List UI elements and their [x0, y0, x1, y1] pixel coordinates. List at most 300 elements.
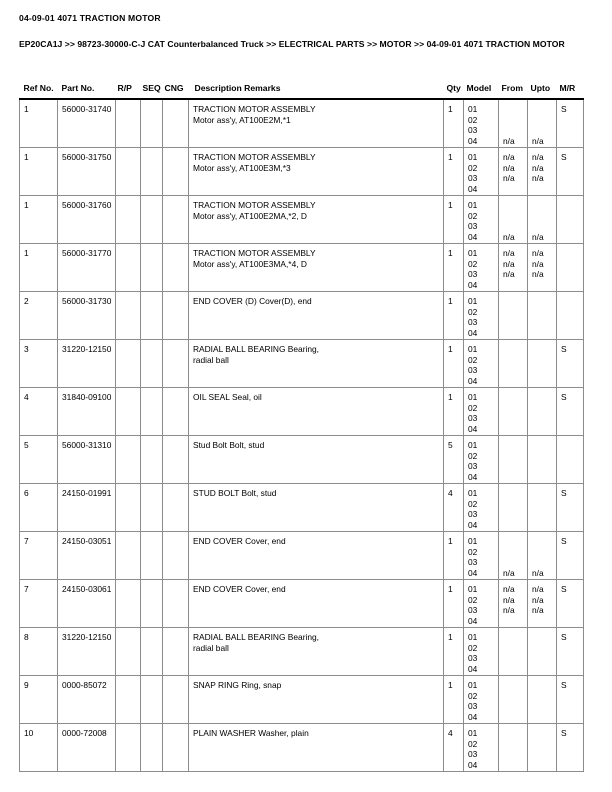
model-value-line: 02 — [468, 690, 478, 701]
cell-ref-no: 5 — [20, 436, 58, 484]
column-header-seq: SEQ — [142, 83, 161, 93]
column-header-rp: R/P — [117, 83, 132, 93]
cell-from — [499, 580, 528, 628]
cell-model — [464, 148, 499, 196]
model-value-line: 03 — [468, 605, 478, 616]
cell-model — [464, 436, 499, 484]
cell-upto — [528, 292, 557, 340]
cell-from — [499, 244, 528, 292]
upto-value — [532, 488, 556, 530]
model-value-line: 03 — [468, 317, 478, 328]
cell-model — [464, 724, 499, 772]
model-value-line: 02 — [468, 546, 478, 557]
from-value-line: n/a — [503, 269, 515, 280]
from-value-line: n/a — [503, 248, 515, 258]
cell-part-no: 56000-31310 — [58, 436, 116, 484]
upto-value-line: n/a — [532, 248, 544, 258]
from-value-line: n/a — [503, 135, 515, 146]
model-value-line: 03 — [468, 269, 478, 280]
cell-model — [464, 628, 499, 676]
cell-seq — [141, 292, 163, 340]
table-row[interactable] — [20, 292, 584, 340]
cell-upto — [528, 532, 557, 580]
cell-ref-no: 8 — [20, 628, 58, 676]
from-value — [503, 584, 527, 626]
from-value-line: n/a — [503, 152, 515, 162]
table-row[interactable] — [20, 580, 584, 628]
cell-description-remarks — [189, 292, 444, 340]
cell-model — [464, 292, 499, 340]
model-value-line: 04 — [468, 231, 478, 242]
upto-value — [532, 536, 556, 578]
upto-value — [532, 440, 556, 482]
model-value — [468, 200, 498, 242]
model-value — [468, 680, 498, 722]
cell-description-remarks — [189, 628, 444, 676]
description-line-2: Motor ass'y, AT100E2MA,*2, D — [193, 210, 307, 221]
from-value-line: n/a — [503, 173, 515, 184]
upto-value-line: n/a — [532, 135, 544, 146]
model-value-line: 04 — [468, 567, 478, 578]
cell-rp — [116, 484, 141, 532]
cell-cng — [163, 244, 189, 292]
upto-value-line: n/a — [532, 152, 544, 162]
from-value — [503, 392, 527, 434]
description-line-2: radial ball — [193, 642, 229, 653]
cell-ref-no: 3 — [20, 340, 58, 388]
cell-description-remarks — [189, 340, 444, 388]
table-row[interactable] — [20, 676, 584, 724]
model-value-line: 01 — [468, 440, 478, 450]
cell-rp — [116, 292, 141, 340]
cell-ref-no: 1 — [20, 99, 58, 148]
cell-qty: 4 — [444, 484, 464, 532]
upto-value — [532, 248, 556, 290]
cell-part-no: 0000-85072 — [58, 676, 116, 724]
cell-model — [464, 244, 499, 292]
from-value — [503, 680, 527, 722]
description-line-1: END COVER Cover, end — [193, 584, 286, 594]
from-value — [503, 536, 527, 578]
cell-from — [499, 196, 528, 244]
parts-table — [19, 83, 584, 772]
model-value-line: 04 — [468, 423, 478, 434]
model-value-line: 02 — [468, 738, 478, 749]
model-value-line: 03 — [468, 653, 478, 664]
cell-cng — [163, 196, 189, 244]
description-line-2: Motor ass'y, AT100E2M,*1 — [193, 114, 291, 125]
from-value — [503, 248, 527, 290]
cell-part-no: 31220-12150 — [58, 340, 116, 388]
cell-description-remarks — [189, 196, 444, 244]
cell-description-remarks — [189, 99, 444, 148]
model-value — [468, 632, 498, 674]
cell-ref-no: 9 — [20, 676, 58, 724]
upto-value-line: n/a — [532, 173, 544, 184]
cell-upto — [528, 388, 557, 436]
cell-from — [499, 148, 528, 196]
from-value — [503, 104, 527, 146]
upto-value-line: n/a — [532, 269, 544, 280]
cell-mr — [557, 196, 584, 244]
cell-seq — [141, 99, 163, 148]
cell-rp — [116, 340, 141, 388]
model-value-line: 01 — [468, 632, 478, 642]
table-row[interactable] — [20, 99, 584, 148]
table-row[interactable] — [20, 628, 584, 676]
cell-description-remarks — [189, 676, 444, 724]
column-header-from: From — [501, 83, 523, 93]
description-line-1: TRACTION MOTOR ASSEMBLY — [193, 104, 316, 114]
cell-rp — [116, 244, 141, 292]
cell-rp — [116, 436, 141, 484]
model-value-line: 02 — [468, 210, 478, 221]
table-row[interactable] — [20, 340, 584, 388]
model-value-line: 02 — [468, 162, 478, 173]
cell-seq — [141, 148, 163, 196]
from-value — [503, 728, 527, 770]
from-value — [503, 296, 527, 338]
table-header — [20, 83, 584, 99]
cell-ref-no: 10 — [20, 724, 58, 772]
model-value-line: 01 — [468, 680, 478, 690]
table-row[interactable] — [20, 724, 584, 772]
description-line-1: TRACTION MOTOR ASSEMBLY — [193, 200, 316, 210]
cell-qty: 1 — [444, 292, 464, 340]
cell-rp — [116, 388, 141, 436]
model-value-line: 04 — [468, 327, 478, 338]
cell-rp — [116, 724, 141, 772]
from-value — [503, 344, 527, 386]
description-line-1: RADIAL BALL BEARING Bearing, — [193, 344, 319, 354]
model-value-line: 02 — [468, 450, 478, 461]
cell-cng — [163, 340, 189, 388]
cell-rp — [116, 148, 141, 196]
cell-model — [464, 580, 499, 628]
cell-from — [499, 436, 528, 484]
cell-rp — [116, 628, 141, 676]
cell-rp — [116, 580, 141, 628]
cell-model — [464, 340, 499, 388]
model-value-line: 02 — [468, 402, 478, 413]
table-row[interactable] — [20, 436, 584, 484]
model-value-line: 04 — [468, 135, 478, 146]
cell-upto — [528, 436, 557, 484]
cell-mr — [557, 436, 584, 484]
model-value-line: 04 — [468, 279, 478, 290]
cell-part-no: 31220-12150 — [58, 628, 116, 676]
cell-cng — [163, 148, 189, 196]
model-value-line: 04 — [468, 375, 478, 386]
cell-ref-no: 2 — [20, 292, 58, 340]
description-line-1: TRACTION MOTOR ASSEMBLY — [193, 248, 316, 258]
cell-part-no: 56000-31730 — [58, 292, 116, 340]
cell-part-no: 24150-03051 — [58, 532, 116, 580]
cell-qty: 1 — [444, 340, 464, 388]
model-value-line: 01 — [468, 152, 478, 162]
cell-qty: 1 — [444, 196, 464, 244]
cell-cng — [163, 99, 189, 148]
description-line-1: RADIAL BALL BEARING Bearing, — [193, 632, 319, 642]
table-row[interactable] — [20, 196, 584, 244]
cell-description-remarks — [189, 148, 444, 196]
model-value — [468, 248, 498, 290]
from-value-line: n/a — [503, 594, 515, 605]
model-value-line: 02 — [468, 258, 478, 269]
upto-value — [532, 392, 556, 434]
upto-value-line: n/a — [532, 594, 544, 605]
from-value-line: n/a — [503, 258, 515, 269]
cell-ref-no: 1 — [20, 244, 58, 292]
cell-description-remarks — [189, 484, 444, 532]
model-value-line: 02 — [468, 114, 478, 125]
from-value — [503, 488, 527, 530]
cell-ref-no: 1 — [20, 196, 58, 244]
cell-upto — [528, 99, 557, 148]
cell-description-remarks — [189, 532, 444, 580]
column-header-upto: Upto — [530, 83, 551, 93]
cell-upto — [528, 628, 557, 676]
cell-cng — [163, 628, 189, 676]
model-value — [468, 344, 498, 386]
upto-value-line: n/a — [532, 584, 544, 594]
description-line-2: radial ball — [193, 354, 229, 365]
cell-mr: S — [557, 724, 584, 772]
cell-seq — [141, 532, 163, 580]
cell-from — [499, 724, 528, 772]
model-value-line: 04 — [468, 615, 478, 626]
cell-qty: 1 — [444, 148, 464, 196]
cell-upto — [528, 244, 557, 292]
cell-model — [464, 532, 499, 580]
from-value-line: n/a — [503, 567, 515, 578]
cell-description-remarks — [189, 724, 444, 772]
model-value-line: 03 — [468, 461, 478, 472]
upto-value — [532, 728, 556, 770]
cell-part-no: 56000-31740 — [58, 99, 116, 148]
breadcrumb: EP20CA1J >> 98723-30000-C-J CAT Counterbalanced Truck >> ELECTRICAL PARTS >> MOTOR >> 04-09-01 4071 TRACTION MOTOR — [19, 39, 565, 49]
model-value-line: 01 — [468, 248, 478, 258]
from-value-line: n/a — [503, 605, 515, 616]
model-value-line: 04 — [468, 183, 478, 194]
cell-upto — [528, 580, 557, 628]
cell-upto — [528, 724, 557, 772]
cell-cng — [163, 724, 189, 772]
model-value-line: 01 — [468, 728, 478, 738]
description-line-1: STUD BOLT Bolt, stud — [193, 488, 277, 498]
upto-value-line: n/a — [532, 567, 544, 578]
cell-upto — [528, 196, 557, 244]
model-value — [468, 728, 498, 770]
cell-ref-no: 1 — [20, 148, 58, 196]
cell-model — [464, 388, 499, 436]
description-line-2: Motor ass'y, AT100E3M,*3 — [193, 162, 291, 173]
table-row[interactable] — [20, 148, 584, 196]
cell-mr: S — [557, 148, 584, 196]
model-value-line: 02 — [468, 642, 478, 653]
from-value-line: n/a — [503, 162, 515, 173]
model-value-line: 03 — [468, 365, 478, 376]
cell-model — [464, 484, 499, 532]
cell-cng — [163, 292, 189, 340]
cell-part-no: 56000-31770 — [58, 244, 116, 292]
column-header-qty: Qty — [446, 83, 461, 93]
model-value-line: 04 — [468, 471, 478, 482]
model-value-line: 01 — [468, 488, 478, 498]
cell-seq — [141, 724, 163, 772]
column-header-model: Model — [466, 83, 492, 93]
cell-from — [499, 484, 528, 532]
column-header-cng: CNG — [164, 83, 184, 93]
cell-part-no: 24150-03061 — [58, 580, 116, 628]
cell-cng — [163, 676, 189, 724]
model-value-line: 01 — [468, 344, 478, 354]
upto-value — [532, 584, 556, 626]
from-value-line: n/a — [503, 231, 515, 242]
model-value-line: 01 — [468, 200, 478, 210]
upto-value — [532, 680, 556, 722]
model-value — [468, 104, 498, 146]
model-value-line: 03 — [468, 125, 478, 136]
model-value-line: 03 — [468, 173, 478, 184]
description-line-1: TRACTION MOTOR ASSEMBLY — [193, 152, 316, 162]
cell-seq — [141, 340, 163, 388]
model-value-line: 04 — [468, 759, 478, 770]
upto-value — [532, 632, 556, 674]
column-header-mr: M/R — [559, 83, 576, 93]
cell-from — [499, 628, 528, 676]
model-value-line: 03 — [468, 557, 478, 568]
model-value — [468, 296, 498, 338]
model-value-line: 01 — [468, 296, 478, 306]
cell-mr: S — [557, 532, 584, 580]
model-value-line: 01 — [468, 584, 478, 594]
cell-mr: S — [557, 628, 584, 676]
model-value — [468, 488, 498, 530]
from-value — [503, 200, 527, 242]
cell-part-no: 24150-01991 — [58, 484, 116, 532]
cell-seq — [141, 388, 163, 436]
cell-qty: 1 — [444, 244, 464, 292]
cell-upto — [528, 676, 557, 724]
cell-rp — [116, 676, 141, 724]
cell-ref-no: 6 — [20, 484, 58, 532]
model-value — [468, 536, 498, 578]
cell-mr — [557, 244, 584, 292]
cell-qty: 4 — [444, 724, 464, 772]
cell-model — [464, 196, 499, 244]
cell-model — [464, 99, 499, 148]
cell-seq — [141, 244, 163, 292]
table-row[interactable] — [20, 532, 584, 580]
cell-cng — [163, 436, 189, 484]
cell-mr: S — [557, 388, 584, 436]
upto-value-line: n/a — [532, 162, 544, 173]
cell-mr: S — [557, 340, 584, 388]
upto-value — [532, 296, 556, 338]
table-row[interactable] — [20, 388, 584, 436]
model-value-line: 04 — [468, 519, 478, 530]
cell-ref-no: 7 — [20, 580, 58, 628]
cell-part-no: 56000-31760 — [58, 196, 116, 244]
description-line-1: SNAP RING Ring, snap — [193, 680, 282, 690]
cell-cng — [163, 484, 189, 532]
cell-part-no: 56000-31750 — [58, 148, 116, 196]
cell-cng — [163, 532, 189, 580]
table-body — [20, 99, 584, 772]
model-value-line: 03 — [468, 701, 478, 712]
description-line-1: OIL SEAL Seal, oil — [193, 392, 262, 402]
upto-value-line: n/a — [532, 605, 544, 616]
table-row[interactable] — [20, 244, 584, 292]
cell-qty: 1 — [444, 580, 464, 628]
cell-from — [499, 388, 528, 436]
from-value — [503, 632, 527, 674]
description-line-1: PLAIN WASHER Washer, plain — [193, 728, 309, 738]
table-row[interactable] — [20, 484, 584, 532]
cell-qty: 5 — [444, 436, 464, 484]
cell-description-remarks — [189, 388, 444, 436]
cell-description-remarks — [189, 436, 444, 484]
cell-from — [499, 676, 528, 724]
cell-seq — [141, 580, 163, 628]
cell-description-remarks — [189, 580, 444, 628]
cell-qty: 1 — [444, 99, 464, 148]
model-value-line: 02 — [468, 498, 478, 509]
model-value-line: 03 — [468, 221, 478, 232]
page-title: 04-09-01 4071 TRACTION MOTOR — [19, 13, 161, 23]
model-value — [468, 152, 498, 194]
cell-part-no: 31840-09100 — [58, 388, 116, 436]
description-line-2: Motor ass'y, AT100E3MA,*4, D — [193, 258, 307, 269]
cell-mr — [557, 292, 584, 340]
model-value-line: 03 — [468, 509, 478, 520]
cell-qty: 1 — [444, 628, 464, 676]
cell-seq — [141, 484, 163, 532]
column-header-description-remarks: Description Remarks — [194, 83, 281, 93]
upto-value-line: n/a — [532, 231, 544, 242]
cell-seq — [141, 676, 163, 724]
model-value-line: 01 — [468, 536, 478, 546]
model-value-line: 01 — [468, 104, 478, 114]
cell-qty: 1 — [444, 532, 464, 580]
model-value — [468, 440, 498, 482]
model-value-line: 02 — [468, 594, 478, 605]
model-value — [468, 392, 498, 434]
cell-upto — [528, 484, 557, 532]
cell-description-remarks — [189, 244, 444, 292]
model-value-line: 02 — [468, 306, 478, 317]
cell-model — [464, 676, 499, 724]
column-header-part-no: Part No. — [61, 83, 95, 93]
upto-value — [532, 200, 556, 242]
from-value — [503, 152, 527, 194]
description-line-1: Stud Bolt Bolt, stud — [193, 440, 265, 450]
cell-rp — [116, 99, 141, 148]
cell-qty: 1 — [444, 388, 464, 436]
cell-ref-no: 7 — [20, 532, 58, 580]
cell-part-no: 0000-72008 — [58, 724, 116, 772]
model-value-line: 03 — [468, 413, 478, 424]
cell-seq — [141, 436, 163, 484]
cell-mr: S — [557, 99, 584, 148]
model-value-line: 03 — [468, 749, 478, 760]
column-header-ref-no: Ref No. — [23, 83, 54, 93]
cell-upto — [528, 148, 557, 196]
cell-cng — [163, 580, 189, 628]
cell-from — [499, 99, 528, 148]
model-value-line: 04 — [468, 711, 478, 722]
